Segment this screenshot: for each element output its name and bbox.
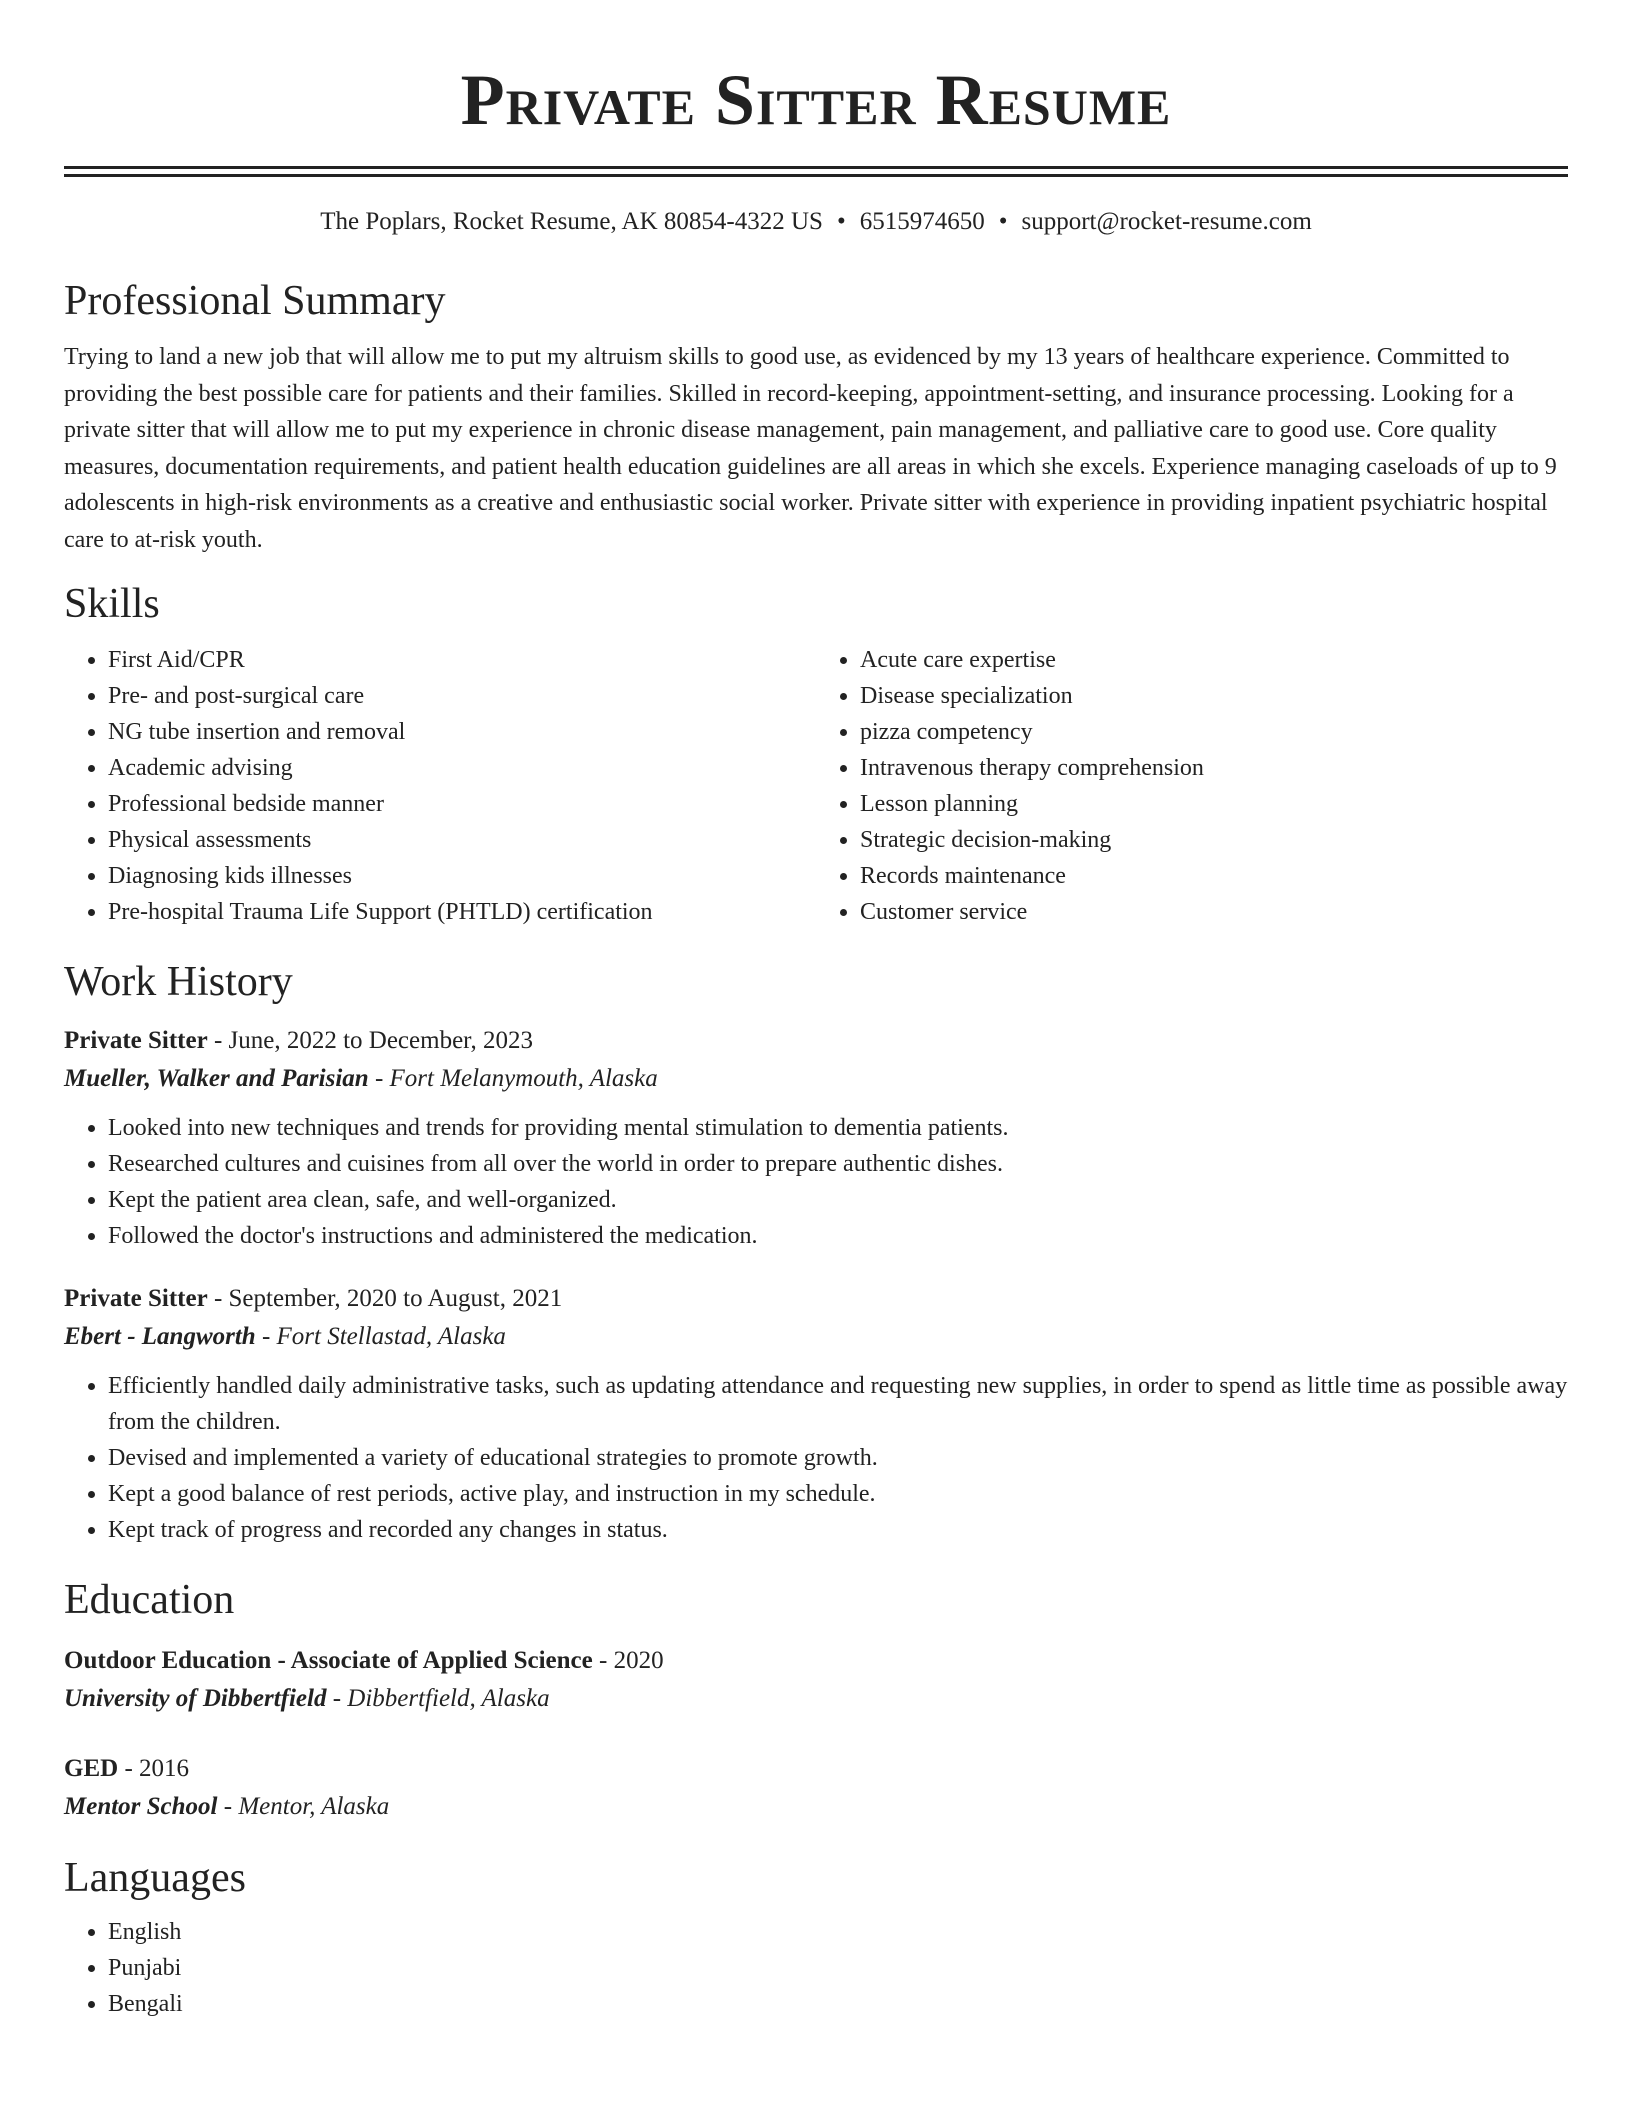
job-location: - Fort Melanymouth, Alaska	[368, 1065, 658, 1092]
job-bullet: • Devised and implemented a variety of educational strategies to promote growth.	[108, 1440, 1568, 1476]
skill-item: • Lesson planning	[860, 786, 1568, 822]
job-bullet: • Kept track of progress and recorded any changes in status.	[108, 1512, 1568, 1548]
education-school: Mentor School	[64, 1793, 218, 1820]
job-entry	[64, 1022, 1568, 1254]
job-company: Mueller, Walker and Parisian	[64, 1065, 369, 1092]
language-item: • English	[108, 1914, 1568, 1950]
job-bullets	[64, 1368, 1568, 1548]
skills-list-left	[64, 642, 816, 930]
education-location: - Mentor, Alaska	[217, 1793, 390, 1820]
skill-item: • Disease specialization	[860, 678, 1568, 714]
education-school-line	[64, 1680, 1568, 1718]
skill-item: • NG tube insertion and removal	[108, 714, 816, 750]
skill-item: • Diagnosing kids illnesses	[108, 858, 816, 894]
education-school-line	[64, 1788, 1568, 1826]
job-entry	[64, 1280, 1568, 1548]
skill-item: • Customer service	[860, 894, 1568, 930]
job-dates: - June, 2022 to December, 2023	[207, 1027, 533, 1054]
skill-item: • Pre- and post-surgical care	[108, 678, 816, 714]
contact-email: support@rocket-resume.com	[1021, 208, 1312, 235]
language-item: • Punjabi	[108, 1950, 1568, 1986]
contact-separator: •	[836, 208, 846, 235]
job-bullet: • Efficiently handled daily administrative tasks, such as updating attendance and requesting new supplies, in order to spend as little time as possible away from the children.	[108, 1368, 1568, 1440]
skills-heading: Skills	[64, 581, 160, 627]
education-year: - 2016	[118, 1755, 190, 1782]
summary-heading: Professional Summary	[64, 278, 446, 324]
job-bullet: • Researched cultures and cuisines from all over the world in order to prepare authentic dishes.	[108, 1146, 1568, 1182]
education-degree-line	[64, 1642, 1568, 1680]
job-company: Ebert - Langworth	[64, 1323, 256, 1350]
languages-list	[64, 1914, 1568, 2022]
education-entry	[64, 1642, 1568, 1718]
education-entry	[64, 1750, 1568, 1826]
job-title-line	[64, 1022, 1568, 1060]
contact-line	[64, 205, 1568, 239]
languages-heading: Languages	[64, 1855, 246, 1901]
education-year: - 2020	[592, 1647, 664, 1674]
skill-item: • Acute care expertise	[860, 642, 1568, 678]
education-school: University of Dibbertfield	[64, 1685, 327, 1712]
education-heading: Education	[64, 1577, 235, 1623]
job-company-line	[64, 1060, 1568, 1098]
language-item: • Bengali	[108, 1986, 1568, 2022]
skill-item: • Physical assessments	[108, 822, 816, 858]
skill-item: • Pre-hospital Trauma Life Support (PHTLD) certification	[108, 894, 816, 930]
job-bullet: • Kept the patient area clean, safe, and well-organized.	[108, 1182, 1568, 1218]
contact-address: The Poplars, Rocket Resume, AK 80854-4322 US	[320, 208, 823, 235]
job-bullet: • Kept a good balance of rest periods, active play, and instruction in my schedule.	[108, 1476, 1568, 1512]
skill-item: • pizza competency	[860, 714, 1568, 750]
job-company-line	[64, 1318, 1568, 1356]
job-title-line	[64, 1280, 1568, 1318]
skill-item: • Intravenous therapy comprehension	[860, 750, 1568, 786]
skill-item: • Academic advising	[108, 750, 816, 786]
education-degree: GED	[64, 1755, 119, 1782]
job-bullets	[64, 1110, 1568, 1254]
skill-item: • Strategic decision-making	[860, 822, 1568, 858]
skill-item: • First Aid/CPR	[108, 642, 816, 678]
job-title: Private Sitter	[64, 1027, 208, 1054]
contact-separator: •	[998, 208, 1008, 235]
job-title: Private Sitter	[64, 1285, 208, 1312]
job-bullet: • Looked into new techniques and trends for providing mental stimulation to dementia patients.	[108, 1110, 1568, 1146]
summary-text: Trying to land a new job that will allow me to put my altruism skills to good use, as evidenced by my 13 years of healthcare experience. Committed to providing the best possible care for patients and their families. Skilled in record-keeping, appointment-setting, and insurance processing. Looking for a private sitter that will allow me to put my experience in chronic disease management, pain management, and palliative care to good use. Core quality measures, documentation requirements, and patient health education guidelines are all areas in which she excels. Experience managing caseloads of up to 9 adolescents in high-risk environments as a creative and enthusiastic social worker. Private sitter with experience in providing inpatient psychiatric hospital care to at-risk youth.	[64, 344, 1557, 553]
education-location: - Dibbertfield, Alaska	[326, 1685, 550, 1712]
education-degree: Outdoor Education - Associate of Applied Science	[64, 1647, 593, 1674]
title-double-rule	[64, 166, 1568, 177]
job-bullet: • Followed the doctor's instructions and administered the medication.	[108, 1218, 1568, 1254]
work-history-heading: Work History	[64, 959, 293, 1005]
skill-item: • Records maintenance	[860, 858, 1568, 894]
skill-item: • Professional bedside manner	[108, 786, 816, 822]
contact-phone: 6515974650	[859, 208, 985, 235]
education-degree-line	[64, 1750, 1568, 1788]
skills-columns	[64, 642, 1568, 930]
skills-list-right	[816, 642, 1568, 930]
job-location: - Fort Stellastad, Alaska	[255, 1323, 506, 1350]
job-dates: - September, 2020 to August, 2021	[207, 1285, 563, 1312]
resume-title: Private Sitter Resume	[460, 60, 1172, 140]
